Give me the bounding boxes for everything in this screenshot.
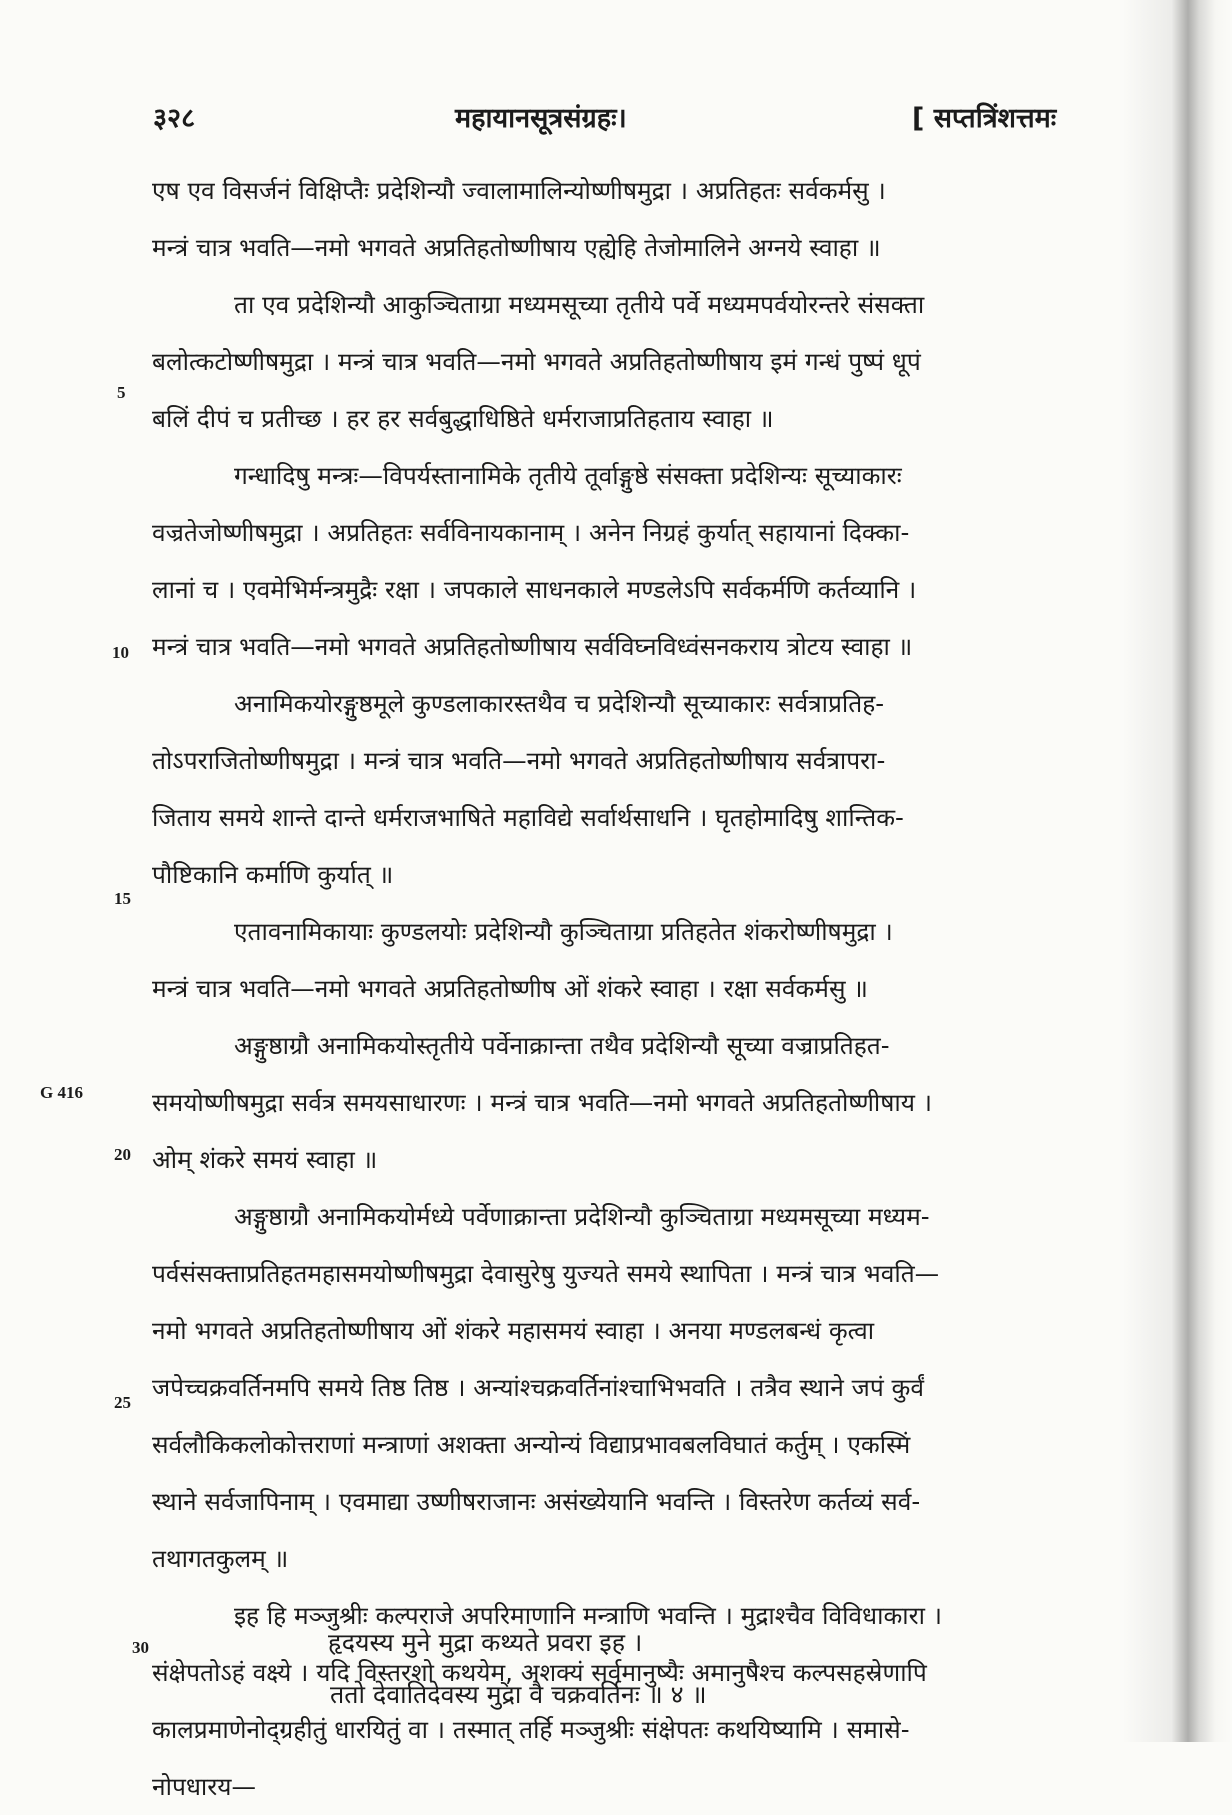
running-title: महायानसूत्रसंग्रहः। xyxy=(455,103,627,134)
chapter-heading: [ सप्तत्रिंशत्तमः xyxy=(912,103,1057,134)
text-line: बलिं दीपं च प्रतीच्छ । हर हर सर्वबुद्धाधिष्ठिते धर्मराजाप्रतिहताय स्वाहा ॥ xyxy=(152,403,774,433)
text-line: नोपधारय— xyxy=(152,1771,257,1801)
page-number: ३२८ xyxy=(153,103,196,134)
text-line: पर्वसंसक्ताप्रतिहतमहासमयोष्णीषमुद्रा देवासुरेषु युज्यते समये स्थापिता । मन्त्रं चात्र भवति— xyxy=(152,1258,940,1288)
text-line: अनामिकयोरङ्गुष्ठमूले कुण्डलाकारस्तथैव च प्रदेशिन्यौ सूच्याकारः सर्वत्राप्रतिह- xyxy=(234,688,885,718)
text-line: बलोत्कटोष्णीषमुद्रा । मन्त्रं चात्र भवति—नमो भगवते अप्रतिहतोष्णीषाय इमं गन्धं पुष्पं धूपं xyxy=(152,346,921,376)
text-line: इह हि मञ्जुश्रीः कल्पराजे अपरिमाणानि मन्त्राणि भवन्ति । मुद्राश्चैव विविधाकारा । xyxy=(234,1600,943,1630)
verse-line-1: हृदयस्य मुने मुद्रा कथ्यते प्रवरा इह । xyxy=(328,1628,643,1657)
text-line: एष एव विसर्जनं विक्षिप्तैः प्रदेशिन्यौ ज्वालामालिन्योष्णीषमुद्रा । अप्रतिहतः सर्वकर्मसु । xyxy=(152,175,886,205)
text-line: तोऽपराजितोष्णीषमुद्रा । मन्त्रं चात्र भवति—नमो भगवते अप्रतिहतोष्णीषाय सर्वत्रापरा- xyxy=(152,745,886,775)
book-spine-shadow xyxy=(1122,0,1232,1742)
text-line: स्थाने सर्वजापिनाम् । एवमाद्या उष्णीषराजानः असंख्येयानि भवन्ति । विस्तरेण कर्तव्यं सर्व- xyxy=(152,1486,921,1516)
text-line: लानां च । एवमेभिर्मन्त्रमुद्रैः रक्षा । जपकाले साधनकाले मण्डलेऽपि सर्वकर्मणि कर्तव्यानि । xyxy=(152,574,917,604)
line-number-10: 10 xyxy=(112,643,129,662)
text-line: सर्वलौकिकलोकोत्तराणां मन्त्राणां अशक्ता अन्योन्यं विद्याप्रभावबलविघातं कर्तुम् । एकस्मिं xyxy=(152,1429,911,1459)
text-line: अङ्गुष्ठाग्रौ अनामिकयोर्मध्ये पर्वेणाक्रान्ता प्रदेशिन्यौ कुञ्चिताग्रा मध्यमसूच्या मध्यम- xyxy=(234,1201,930,1231)
line-number-30: 30 xyxy=(132,1638,149,1657)
line-number-5: 5 xyxy=(117,383,126,402)
text-line: ता एव प्रदेशिन्यौ आकुञ्चिताग्रा मध्यमसूच्या तृतीये पर्वे मध्यमपर्वयोरन्तरे संसक्ता xyxy=(234,289,925,319)
text-line: समयोष्णीषमुद्रा सर्वत्र समयसाधारणः । मन्त्रं चात्र भवति—नमो भगवते अप्रतिहतोष्णीषाय । xyxy=(152,1087,933,1117)
text-line: मन्त्रं चात्र भवति—नमो भगवते अप्रतिहतोष्णीष ओं शंकरे स्वाहा । रक्षा सर्वकर्मसु ॥ xyxy=(152,973,868,1003)
text-line: जिताय समये शान्ते दान्ते धर्मराजभाषिते महाविद्ये सर्वार्थसाधनि । घृतहोमादिषु शान्तिक- xyxy=(152,802,904,832)
body-text xyxy=(152,162,1088,1815)
text-line: ओम् शंकरे समयं स्वाहा ॥ xyxy=(152,1144,378,1174)
text-line: मन्त्रं चात्र भवति—नमो भगवते अप्रतिहतोष्णीषाय सर्वविघ्नविध्वंसनकराय त्रोटय स्वाहा ॥ xyxy=(152,631,913,661)
line-number-15: 15 xyxy=(114,889,131,908)
text-line: कालप्रमाणेनोद्ग्रहीतुं धारयितुं वा । तस्मात् तर्हि मञ्जुश्रीः संक्षेपतः कथयिष्यामि । समासे- xyxy=(152,1714,910,1744)
text-line: मन्त्रं चात्र भवति—नमो भगवते अप्रतिहतोष्णीषाय एह्येहि तेजोमालिने अग्नये स्वाहा ॥ xyxy=(152,232,881,262)
text-line: संक्षेपतोऽहं वक्ष्ये । यदि विस्तरशो कथयेम्, अशक्यं सर्वमानुष्यैः अमानुषैश्च कल्पसहस्रेणापि xyxy=(152,1657,927,1687)
source-reference: G 416 xyxy=(40,1083,83,1102)
verse-line-2: ततो देवातिदेवस्य मुद्रा वै चक्रवर्तिनः ॥ ४ ॥ xyxy=(330,1680,707,1709)
text-line: पौष्टिकानि कर्माणि कुर्यात् ॥ xyxy=(152,859,394,889)
text-line: वज्रतेजोष्णीषमुद्रा । अप्रतिहतः सर्वविनायकानाम् । अनेन निग्रहं कुर्यात् सहायानां दिक्का- xyxy=(152,517,910,547)
line-number-25: 25 xyxy=(114,1393,131,1412)
text-line: तथागतकुलम् ॥ xyxy=(152,1543,289,1573)
text-line: गन्धादिषु मन्त्रः—विपर्यस्तानामिके तृतीये तूर्वाङ्गुष्ठे संसक्ता प्रदेशिन्यः सूच्याकारः xyxy=(234,460,902,490)
text-line: एतावनामिकायाः कुण्डलयोः प्रदेशिन्यौ कुञ्चिताग्रा प्रतिहतेत शंकरोष्णीषमुद्रा । xyxy=(234,916,893,946)
text-line: जपेच्चक्रवर्तिनमपि समये तिष्ठ तिष्ठ । अन्यांश्चक्रवर्तिनांश्चाभिभवति । तत्रैव स्थाने जपं कुर्वं xyxy=(152,1372,924,1402)
text-line: अङ्गुष्ठाग्रौ अनामिकयोस्तृतीये पर्वेनाक्रान्ता तथैव प्रदेशिन्यौ सूच्या वज्राप्रतिहत- xyxy=(234,1030,890,1060)
text-line: नमो भगवते अप्रतिहतोष्णीषाय ओं शंकरे महासमयं स्वाहा । अनया मण्डलबन्धं कृत्वा xyxy=(152,1315,875,1345)
line-number-20: 20 xyxy=(114,1145,131,1164)
